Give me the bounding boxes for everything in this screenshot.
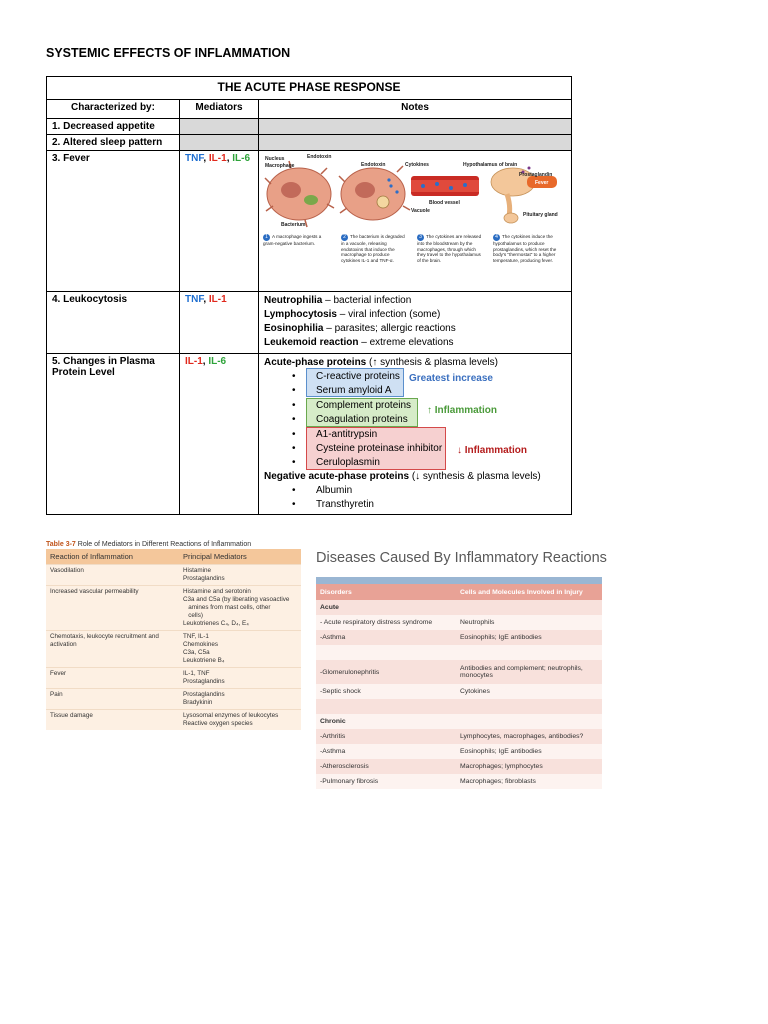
note-desc: (↓ synthesis & plasma levels) [409,471,541,482]
disorder-name: -Glomerulonephritis [316,660,456,684]
disorder-name: -Pulmonary fibrosis [316,774,456,789]
plasma-notes [259,354,572,515]
protein-item: • C-reactive proteins [264,370,566,384]
empty-cell [259,135,572,151]
spacer-cell [456,699,602,714]
note-desc: (↑ synthesis & plasma levels) [366,357,498,368]
fever-mechanism-figure [261,154,566,288]
t37-mediator-line: Bradykinin [183,699,213,706]
diseases-title-bar [316,577,602,584]
t37-mediator-line: Histamine [183,567,211,574]
row-label-sleep: 2. Altered sleep pattern [47,135,180,151]
t37-reaction: Vasodilation [46,565,179,586]
mediator-separator: , [202,356,209,367]
tag-greatest-increase: Greatest increase [409,373,493,384]
col-header-mediators: Mediators [180,100,259,119]
protein-item: • Cysteine proteinase inhibitor [264,442,566,456]
t37-mediators [179,689,301,710]
t37-header-reaction: Reaction of Inflammation [46,549,179,565]
t37-mediator-line: Leukotrienes C₄, D₄, E₄ [183,620,249,627]
label-endotoxin-1: Endotoxin [307,154,332,160]
t37-mediator-line: Histamine and serotonin [183,588,251,595]
disorder-name: - Acute respiratory distress syndrome [316,615,456,630]
mediator-separator: , [226,153,233,164]
protein-item: • Coagulation proteins [264,413,566,427]
t37-mediators [179,710,301,731]
dis-header-cells: Cells and Molecules Involved in Injury [456,584,602,600]
mediator-tnf: TNF [185,153,204,164]
disorder-cells: Neutrophils [456,615,602,630]
mediator-separator: , [203,294,209,305]
diseases-table [316,584,602,789]
row-label-appetite: 1. Decreased appetite [47,119,180,135]
disorder-name: -Septic shock [316,684,456,699]
row-label-fever: 3. Fever [47,151,180,292]
caption-number: Table 3-7 [46,541,76,548]
protein-item: • Complement proteins [264,399,566,413]
empty-cell [259,119,572,135]
disorder-cells: Lymphocytes, macrophages, antibodies? [456,729,602,744]
disorder-name: -Arthritis [316,729,456,744]
empty-cell [180,119,259,135]
step-number: 4 [493,234,500,241]
note-line [264,336,566,350]
t37-mediator-line: Chemokines [183,641,218,648]
row-label-plasma-protein: 5. Changes in Plasma Protein Level [47,354,180,515]
note-desc: – viral infection (some) [336,309,441,320]
note-desc: – parasites; allergic reactions [323,323,456,334]
disorder-name: -Asthma [316,630,456,645]
label-nucleus: Nucleus [265,156,285,162]
table-title: THE ACUTE PHASE RESPONSE [47,77,572,100]
tag-up-inflammation: ↑ Inflammation [427,405,498,416]
t37-row [46,565,301,586]
section-acute: Acute [316,600,456,615]
t37-reaction: Chemotaxis, leukocyte recruitment and activation [46,631,179,668]
note-line [264,322,566,336]
tag-down-inflammation: ↓ Inflammation [457,445,528,456]
t37-mediator-line: TNF, IL-1 [183,633,209,640]
dis-header-disorders: Disorders [316,584,456,600]
leuko-notes [259,292,572,354]
plasma-notes-content [264,356,566,512]
t37-reaction: Pain [46,689,179,710]
note-term: Lymphocytosis [264,309,337,320]
mediator-il6: IL-6 [232,153,251,164]
disorder-cells: Macrophages; lymphocytes [456,759,602,774]
t37-mediator-line: cells) [183,612,203,619]
empty-cell [456,600,602,615]
spacer-cell [456,645,602,660]
step-text: A macrophage ingests a gram-negative bacterium. [263,234,322,246]
section-chronic: Chronic [316,714,456,729]
protein-item: • Albumin [264,484,566,498]
label-macrophage: Macrophage [265,163,295,169]
label-bacterium: Bacterium [281,222,306,228]
t37-row [46,631,301,668]
t37-reaction: Fever [46,668,179,689]
acute-phase-response-table [46,76,572,515]
note-line [264,356,566,370]
t37-mediator-line: Prostaglandins [183,575,225,582]
leuko-mediators [180,292,259,354]
label-blood-vessel: Blood vessel [429,200,460,206]
step-number: 1 [263,234,270,241]
protein-item: • A1-antitrypsin [264,428,566,442]
col-header-notes: Notes [259,100,572,119]
mediator-separator: , [203,153,209,164]
note-desc: – bacterial infection [322,295,412,306]
t37-mediators [179,586,301,631]
document-title: SYSTEMIC EFFECTS OF INFLAMMATION [46,46,291,60]
step-number: 3 [417,234,424,241]
t37-mediators [179,565,301,586]
t37-mediator-line: Prostaglandins [183,678,225,685]
t37-mediator-line: Leukotriene B₄ [183,657,225,664]
label-prostaglandin: Prostaglandin [519,172,553,178]
note-term: Neutrophilia [264,295,323,306]
t37-reaction: Increased vascular permeability [46,586,179,631]
label-hypothalamus: Hypothalamus of brain [463,162,518,168]
label-vacuole: Vacuole [411,208,430,214]
step-text: The cytokines are released into the bloodstream by the macrophages, through which they travel to the hypothalamus of the brain. [417,234,482,263]
mediator-il1: IL-1 [185,356,203,367]
t37-mediators [179,631,301,668]
step-text: The bacterium is degraded in a vacuole, releasing endotoxins that induce the macrophage to produce cytokines IL-1 and TNF-α. [341,234,405,263]
step-text: The cytokines induce the hypothalamus to produce prostaglandins, which reset the body's "thermostat" to a higher temperature, producing fever. [493,234,557,263]
t37-header-mediators: Principal Mediators [179,549,301,565]
label-pituitary: Pituitary gland [523,212,558,218]
t37-mediator-line: Lysosomal enzymes of leukocytes [183,712,279,719]
figure-step-3 [417,234,483,263]
figure-step-2 [341,234,407,263]
disorder-cells: Cytokines [456,684,602,699]
mediators-table-3-7 [46,541,301,730]
plasma-mediators [180,354,259,515]
mediator-il1: IL-1 [208,294,227,305]
figure-step-1 [263,234,329,247]
empty-cell [180,135,259,151]
note-line [264,294,566,308]
disorder-name: -Atherosclerosis [316,759,456,774]
note-term: Acute-phase proteins [264,357,367,368]
t37-mediator-line: Reactive oxygen species [183,720,253,727]
t37-mediator-line: C3a and C5a (by liberating vasoactive [183,596,290,603]
caption-text: Role of Mediators in Different Reactions of Inflammation [77,541,252,548]
mediator-il1: IL-1 [208,153,227,164]
spacer-cell [316,699,456,714]
disorder-name: -Asthma [316,744,456,759]
label-endotoxin-2: Endotoxin [361,162,386,168]
label-fever: Fever [535,180,549,186]
protein-item: • Transthyretin [264,498,566,512]
table-3-7-caption [46,541,251,548]
diseases-title: Diseases Caused By Inflammatory Reactions [316,550,607,566]
empty-cell [456,714,602,729]
protein-item: • Serum amyloid A [264,384,566,398]
t37-reaction: Tissue damage [46,710,179,731]
t37-mediator-line: amines from mast cells, other [183,604,271,611]
t37-mediators [179,668,301,689]
label-cytokines: Cytokines [405,162,429,168]
row-label-leukocytosis: 4. Leukocytosis [47,292,180,354]
note-term: Negative acute-phase proteins [264,471,410,482]
mediator-tnf: TNF [185,294,204,305]
fever-mediators [180,151,259,292]
note-desc: – extreme elevations [358,337,454,348]
t37-mediator-line: IL-1, TNF [183,670,210,677]
note-line [264,308,566,322]
note-line [264,470,566,484]
col-header-characterized: Characterized by: [47,100,180,119]
t37-row [46,689,301,710]
fever-notes [259,151,572,292]
t37-row [46,710,301,731]
t37-row [46,586,301,631]
disorder-cells: Antibodies and complement; neutrophils, monocytes [456,660,602,684]
disorder-cells: Eosinophils; IgE antibodies [456,744,602,759]
mediator-il6: IL-6 [208,356,227,367]
disorder-cells: Macrophages; fibroblasts [456,774,602,789]
t37-body [46,565,301,731]
note-term: Eosinophilia [264,323,324,334]
spacer-cell [316,645,456,660]
figure-step-4 [493,234,565,263]
disorder-cells: Eosinophils; IgE antibodies [456,630,602,645]
step-number: 2 [341,234,348,241]
t37-mediator-line: C3a, C5a [183,649,210,656]
t37-mediator-line: Prostaglandins [183,691,225,698]
note-term: Leukemoid reaction [264,337,359,348]
t37-row [46,668,301,689]
protein-item: • Ceruloplasmin [264,456,566,470]
